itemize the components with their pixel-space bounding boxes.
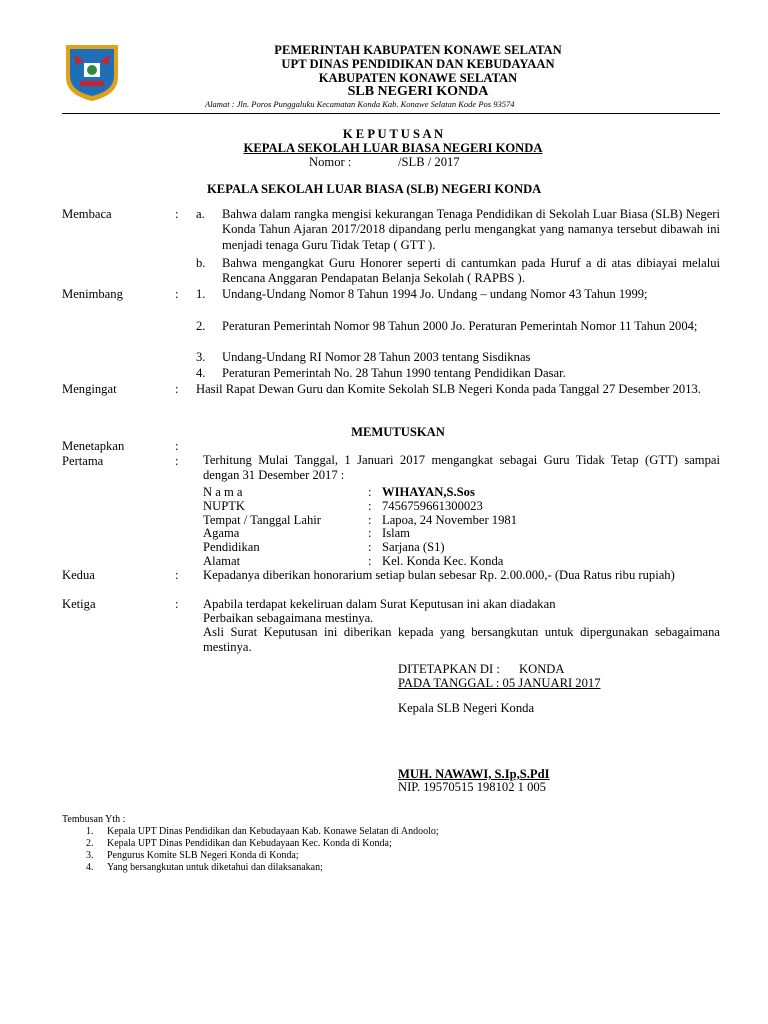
field-nuptk-colon: : — [368, 499, 372, 513]
tembusan-item-4-number: 4. — [86, 862, 94, 873]
ketiga-line2: Perbaikan sebagaimana mestinya. — [203, 611, 374, 625]
ditetapkan-value: KONDA — [519, 662, 565, 676]
memutuskan-heading: MEMUTUSKAN — [351, 425, 445, 439]
membaca-a-text: Bahwa dalam rangka mengisi kekurangan Tenaga Pendidikan di Sekolah Luar Biasa (SLB) Negeri Konda Tahun Ajaran 2017/2018 dipandang perlu mengangkat yang namanya tersebut dibawah ini menjadi tenaga Guru Tidak Tetap ( GTT ). — [222, 207, 720, 252]
tembusan-item-1-text: Kepala UPT Dinas Pendidikan dan Kebudayaan Kab. Konawe Selatan di Andoolo; — [107, 826, 439, 837]
field-agama-label: Agama — [203, 526, 240, 540]
letterhead-address: Alamat : Jln. Poros Punggaluku Kecamatan Konda Kab. Konawe Selatan Kode Pos 93574 — [205, 99, 515, 109]
menimbang-item-1-text: Undang-Undang Nomor 8 Tahun 1994 Jo. Undang – undang Nomor 43 Tahun 1999; — [222, 287, 648, 301]
menimbang-item-2-text: Peraturan Pemerintah Nomor 98 Tahun 2000 Jo. Peraturan Pemerintah Nomor 11 Tahun 2004; — [222, 319, 698, 333]
field-alamat-label: Alamat — [203, 554, 241, 568]
ditetapkan-label: DITETAPKAN DI : — [398, 662, 500, 676]
field-nama-colon: : — [368, 485, 372, 499]
membaca-b-text: Bahwa mengangkat Guru Honorer seperti di cantumkan pada Huruf a di atas dibiayai melalui Rencana Anggaran Pendapatan Belanja Sekolah ( RAPBS ). — [222, 256, 720, 286]
letterhead-line4: SLB NEGERI KONDA — [347, 84, 489, 99]
signer-nip: NIP. 19570515 198102 1 005 — [398, 780, 546, 794]
logo-ribbon — [80, 81, 104, 86]
menimbang-item-2-number: 2. — [196, 319, 206, 333]
menimbang-label: Menimbang — [62, 287, 123, 301]
pertama-text: Terhitung Mulai Tanggal, 1 Januari 2017 mengangkat sebagai Guru Tidak Tetap (GTT) sampai dengan 31 Desember 2017 : — [203, 453, 720, 483]
menimbang-item-4-text: Peraturan Pemerintah No. 28 Tahun 1990 tentang Pendidikan Dasar. — [222, 366, 566, 380]
mengingat-text: Hasil Rapat Dewan Guru dan Komite Sekolah SLB Negeri Konda pada Tanggal 27 Desember 2013. — [196, 382, 701, 396]
menimbang-item-3-text: Undang-Undang RI Nomor 28 Tahun 2003 tentang Sisdiknas — [222, 350, 531, 364]
tembusan-heading: Tembusan Yth : — [62, 814, 126, 825]
nomor-label: Nomor : — [309, 155, 352, 169]
kedua-text: Kepadanya diberikan honorarium setiap bulan sebesar Rp. 2.00.000,- (Dua Ratus ribu rupiah) — [203, 568, 675, 582]
field-nama-value: WIHAYAN,S.Sos — [382, 485, 475, 499]
menimbang-item-3-number: 3. — [196, 350, 206, 364]
signer-name: MUH. NAWAWI, S.Ip,S.PdI — [398, 767, 550, 781]
ketiga-colon: : — [175, 597, 179, 611]
decree-title: K E P U T U S A N — [342, 127, 444, 141]
logo-emblem — [87, 65, 97, 75]
tembusan-item-3-number: 3. — [86, 850, 94, 861]
membaca-colon: : — [175, 207, 179, 221]
regency-logo — [62, 41, 122, 103]
menimbang-colon: : — [175, 287, 179, 301]
field-ttl-value: Lapoa, 24 November 1981 — [382, 513, 517, 527]
menetapkan-colon: : — [175, 439, 179, 453]
letterhead-rule — [62, 113, 720, 114]
decree-heading: KEPALA SEKOLAH LUAR BIASA (SLB) NEGERI KONDA — [207, 182, 542, 196]
tanggal-value: 05 JANUARI 2017 — [502, 676, 601, 690]
field-alamat-value: Kel. Konda Kec. Konda — [382, 554, 504, 568]
field-ttl-colon: : — [368, 513, 372, 527]
field-pendidikan-value: Sarjana (S1) — [382, 540, 445, 554]
ketiga-label: Ketiga — [62, 597, 96, 611]
membaca-b-marker: b. — [196, 256, 206, 270]
menimbang-item-4-number: 4. — [196, 366, 206, 380]
tembusan-item-2-number: 2. — [86, 838, 94, 849]
membaca-label: Membaca — [62, 207, 112, 221]
kedua-label: Kedua — [62, 568, 95, 582]
menimbang-item-1-number: 1. — [196, 287, 206, 301]
tembusan-item-1-number: 1. — [86, 826, 94, 837]
tanggal-label: PADA TANGGAL : — [398, 676, 500, 690]
decree-subtitle: KEPALA SEKOLAH LUAR BIASA NEGERI KONDA — [243, 141, 543, 155]
nomor-value: /SLB / 2017 — [398, 155, 460, 169]
field-agama-value: Islam — [382, 526, 410, 540]
pertama-label: Pertama — [62, 454, 104, 468]
pertama-colon: : — [175, 454, 179, 468]
field-alamat-colon: : — [368, 554, 372, 568]
ketiga-line1: Apabila terdapat kekeliruan dalam Surat Keputusan ini akan diadakan — [203, 597, 556, 611]
kedua-colon: : — [175, 568, 179, 582]
menetapkan-label: Menetapkan — [62, 439, 125, 453]
field-pendidikan-label: Pendidikan — [203, 540, 260, 554]
letterhead-line3: KABUPATEN KONAWE SELATAN — [318, 71, 518, 85]
tanggal-line — [398, 676, 628, 691]
tembusan-item-2-text: Kepala UPT Dinas Pendidikan dan Kebudayaan Kec. Konda di Konda; — [107, 838, 392, 849]
mengingat-colon: : — [175, 382, 179, 396]
field-agama-colon: : — [368, 526, 372, 540]
tembusan-item-3-text: Pengurus Komite SLB Negeri Konda di Konda; — [107, 850, 299, 861]
field-nuptk-label: NUPTK — [203, 499, 245, 513]
letterhead-line1: PEMERINTAH KABUPATEN KONAWE SELATAN — [274, 43, 562, 57]
tembusan-item-4-text: Yang bersangkutan untuk diketahui dan dilaksanakan; — [107, 862, 323, 873]
ketiga-line3: Asli Surat Keputusan ini diberikan kepada yang bersangkutan untuk dipergunakan sebagaimana mestinya. — [203, 625, 720, 655]
signer-position: Kepala SLB Negeri Konda — [398, 701, 535, 715]
field-pendidikan-colon: : — [368, 540, 372, 554]
mengingat-label: Mengingat — [62, 382, 117, 396]
letterhead-line2: UPT DINAS PENDIDIKAN DAN KEBUDAYAAN — [281, 57, 555, 71]
field-nuptk-value: 7456759661300023 — [382, 499, 483, 513]
membaca-a-marker: a. — [196, 207, 205, 221]
field-ttl-label: Tempat / Tanggal Lahir — [203, 513, 321, 527]
field-nama-label: N a m a — [203, 485, 243, 499]
